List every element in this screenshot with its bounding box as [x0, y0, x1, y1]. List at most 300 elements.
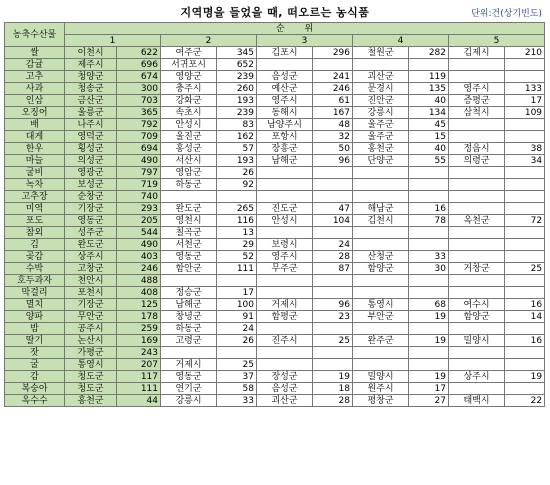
rank-3-region: 음성군: [257, 71, 313, 83]
row-category: 한우: [5, 143, 65, 155]
rank-1-count: 694: [117, 143, 161, 155]
rank-4-count: [409, 191, 449, 203]
rank-4-region: [353, 275, 409, 287]
row-category: 배: [5, 119, 65, 131]
table-row: [5, 155, 545, 167]
rank-3-count: 104: [313, 215, 353, 227]
rank-4-region: [353, 167, 409, 179]
rank-1-count: 300: [117, 83, 161, 95]
rank-5-region: [449, 203, 505, 215]
table-row: [5, 119, 545, 131]
rank-2-region: 완도군: [161, 203, 217, 215]
table-row: [5, 107, 545, 119]
rank-3-count: 47: [313, 203, 353, 215]
row-category: 대게: [5, 131, 65, 143]
rank-3-region: 무주군: [257, 263, 313, 275]
rank-4-count: 30: [409, 263, 449, 275]
table-body: [5, 47, 545, 407]
rank-2-count: 652: [217, 59, 257, 71]
rank-4-count: [409, 287, 449, 299]
table-row: [5, 359, 545, 371]
rank-3-region: [257, 287, 313, 299]
rank-3-region: 보령시: [257, 239, 313, 251]
rank-2-count: [217, 191, 257, 203]
rank-4-region: [353, 191, 409, 203]
table-row: [5, 287, 545, 299]
rank-4-region: 단양군: [353, 155, 409, 167]
rank-3-region: [257, 323, 313, 335]
rank-5-count: [505, 167, 545, 179]
rank-1-count: 293: [117, 203, 161, 215]
rank-4-count: 17: [409, 383, 449, 395]
rank-5-count: [505, 239, 545, 251]
rank-4-region: 문경시: [353, 83, 409, 95]
rank-1-region: 영덕군: [65, 131, 117, 143]
rank-5-count: 22: [505, 395, 545, 407]
row-category: 감귤: [5, 59, 65, 71]
rank-2-region: 서산시: [161, 155, 217, 167]
rank-5-count: 16: [505, 335, 545, 347]
table-row: [5, 71, 545, 83]
rank-3-region: 장성군: [257, 371, 313, 383]
rank-4-region: 울주군: [353, 131, 409, 143]
rank-1-region: 나주시: [65, 119, 117, 131]
rank-1-region: 울릉군: [65, 107, 117, 119]
rank-4-region: [353, 239, 409, 251]
rank-5-region: 김제시: [449, 47, 505, 59]
row-category: 감: [5, 371, 65, 383]
rank-1-count: 797: [117, 167, 161, 179]
rank-2-region: 홍성군: [161, 143, 217, 155]
rank-2-count: 26: [217, 167, 257, 179]
rank-3-count: 61: [313, 95, 353, 107]
rank-2-region: 정승군: [161, 287, 217, 299]
rank-2-region: 고령군: [161, 335, 217, 347]
rank-2-region: 안성시: [161, 119, 217, 131]
rank-2-region: 영동군: [161, 371, 217, 383]
rank-1-count: 674: [117, 71, 161, 83]
rank-3-count: 96: [313, 299, 353, 311]
rank-1-count: 259: [117, 323, 161, 335]
row-category: 인삼: [5, 95, 65, 107]
rank-2-count: 24: [217, 323, 257, 335]
rank-2-region: 함안군: [161, 263, 217, 275]
rank-5-region: 태백시: [449, 395, 505, 407]
row-category: 굴: [5, 359, 65, 371]
rank-1-count: 488: [117, 275, 161, 287]
rank-1-region: 제주시: [65, 59, 117, 71]
rank-1-count: 246: [117, 263, 161, 275]
rank-4-region: 김천시: [353, 215, 409, 227]
rank-1-region: 영광군: [65, 167, 117, 179]
rank-5-count: [505, 179, 545, 191]
rank-4-count: [409, 323, 449, 335]
rank-5-count: 25: [505, 263, 545, 275]
rank-3-count: [313, 227, 353, 239]
rank-1-count: 408: [117, 287, 161, 299]
rank-1-count: 719: [117, 179, 161, 191]
rank-3-count: [313, 287, 353, 299]
table-row: [5, 263, 545, 275]
rank-5-count: [505, 347, 545, 359]
rank-4-region: [353, 179, 409, 191]
rank-4-count: 119: [409, 71, 449, 83]
rank-4-count: 33: [409, 251, 449, 263]
rank-2-region: 여주군: [161, 47, 217, 59]
data-table: [4, 22, 545, 407]
table-row: [5, 323, 545, 335]
rank-3-region: [257, 347, 313, 359]
rank-4-region: 평창군: [353, 395, 409, 407]
rank-4-region: [353, 227, 409, 239]
rank-2-region: [161, 191, 217, 203]
rank-2-region: 연기군: [161, 383, 217, 395]
table-row: [5, 299, 545, 311]
row-category: 오징어: [5, 107, 65, 119]
rank-2-count: [217, 275, 257, 287]
rank-1-count: 44: [117, 395, 161, 407]
rank-1-count: 792: [117, 119, 161, 131]
rank-3-count: [313, 323, 353, 335]
row-category: 막걸리: [5, 287, 65, 299]
rank-3-count: [313, 191, 353, 203]
rank-2-count: 29: [217, 239, 257, 251]
rank-2-region: [161, 275, 217, 287]
rank-3-region: 포항시: [257, 131, 313, 143]
rank-4-region: 밀양시: [353, 371, 409, 383]
rank-4-region: 해남군: [353, 203, 409, 215]
rank-4-count: 40: [409, 143, 449, 155]
rank-3-region: [257, 59, 313, 71]
rank-5-count: [505, 383, 545, 395]
rank-4-count: [409, 239, 449, 251]
table-row: [5, 227, 545, 239]
rank-3-count: [313, 347, 353, 359]
rank-4-count: 78: [409, 215, 449, 227]
rank-1-count: 111: [117, 383, 161, 395]
rank-1-region: 논산시: [65, 335, 117, 347]
rank-2-count: 13: [217, 227, 257, 239]
rank-1-count: 125: [117, 299, 161, 311]
rank-4-count: 16: [409, 203, 449, 215]
rank-5-region: [449, 347, 505, 359]
row-category: 수박: [5, 263, 65, 275]
rank-5-count: [505, 287, 545, 299]
table-row: [5, 251, 545, 263]
rank-4-region: 울주군: [353, 119, 409, 131]
rank-5-region: [449, 119, 505, 131]
rank-5-count: [505, 191, 545, 203]
rank-5-region: [449, 131, 505, 143]
rank-5-count: 14: [505, 311, 545, 323]
table-row: [5, 95, 545, 107]
rank-2-count: 265: [217, 203, 257, 215]
rank-2-count: 345: [217, 47, 257, 59]
rank-1-region: 고창군: [65, 263, 117, 275]
rank-5-region: [449, 167, 505, 179]
rank-3-count: [313, 179, 353, 191]
rank-2-region: 남해군: [161, 299, 217, 311]
header-rank-1: 1: [65, 35, 161, 47]
row-category: 호두과자: [5, 275, 65, 287]
rank-5-region: 삼척시: [449, 107, 505, 119]
header-rank-5: 5: [449, 35, 545, 47]
rank-5-region: [449, 227, 505, 239]
rank-3-count: 18: [313, 383, 353, 395]
row-category: 참외: [5, 227, 65, 239]
rank-5-region: [449, 251, 505, 263]
rank-5-count: [505, 323, 545, 335]
rank-1-region: 포천시: [65, 287, 117, 299]
rank-4-region: 진안군: [353, 95, 409, 107]
rank-3-count: 24: [313, 239, 353, 251]
rank-5-region: 증평군: [449, 95, 505, 107]
rank-5-region: [449, 239, 505, 251]
rank-1-region: 순창군: [65, 191, 117, 203]
rank-3-count: 19: [313, 371, 353, 383]
table-row: [5, 383, 545, 395]
rank-3-region: 김포시: [257, 47, 313, 59]
rank-5-region: [449, 275, 505, 287]
rank-3-count: 32: [313, 131, 353, 143]
rank-3-region: 음성군: [257, 383, 313, 395]
rank-1-region: 이천시: [65, 47, 117, 59]
rank-2-count: 33: [217, 395, 257, 407]
table-row: [5, 47, 545, 59]
rank-3-count: 50: [313, 143, 353, 155]
rank-2-count: 37: [217, 371, 257, 383]
rank-5-count: [505, 131, 545, 143]
header-rank: 순위: [65, 23, 545, 35]
rank-3-region: [257, 227, 313, 239]
rank-5-region: 정읍시: [449, 143, 505, 155]
header-rank-4: 4: [353, 35, 449, 47]
rank-5-count: 16: [505, 299, 545, 311]
rank-4-region: 산청군: [353, 251, 409, 263]
rank-4-count: 45: [409, 119, 449, 131]
rank-5-region: [449, 191, 505, 203]
rank-1-count: 365: [117, 107, 161, 119]
rank-5-region: 의령군: [449, 155, 505, 167]
rank-3-region: 영주시: [257, 95, 313, 107]
row-category: 옥수수: [5, 395, 65, 407]
rank-2-count: 260: [217, 83, 257, 95]
rank-1-count: 117: [117, 371, 161, 383]
rank-4-region: 완주군: [353, 335, 409, 347]
rank-5-count: [505, 203, 545, 215]
rank-4-count: 68: [409, 299, 449, 311]
rank-2-region: 창녕군: [161, 311, 217, 323]
rank-1-region: 무안군: [65, 311, 117, 323]
rank-1-count: 709: [117, 131, 161, 143]
rank-2-region: 강화군: [161, 95, 217, 107]
rank-1-region: 기장군: [65, 299, 117, 311]
rank-2-region: 속초시: [161, 107, 217, 119]
rank-4-region: 괴산군: [353, 71, 409, 83]
rank-3-count: 96: [313, 155, 353, 167]
rank-3-count: 25: [313, 335, 353, 347]
rank-5-count: [505, 275, 545, 287]
row-category: 잣: [5, 347, 65, 359]
rank-2-count: 91: [217, 311, 257, 323]
row-category: 포도: [5, 215, 65, 227]
rank-2-region: 강릉시: [161, 395, 217, 407]
row-category: 마늘: [5, 155, 65, 167]
rank-2-count: 92: [217, 179, 257, 191]
rank-1-count: 178: [117, 311, 161, 323]
rank-2-count: 57: [217, 143, 257, 155]
rank-1-region: 천안시: [65, 275, 117, 287]
rank-1-count: 169: [117, 335, 161, 347]
table-row: [5, 395, 545, 407]
rank-1-region: 공주시: [65, 323, 117, 335]
rank-3-region: [257, 191, 313, 203]
rank-4-count: 19: [409, 335, 449, 347]
rank-2-region: 서천군: [161, 239, 217, 251]
rank-1-count: 205: [117, 215, 161, 227]
rank-1-region: 홍천군: [65, 395, 117, 407]
rank-4-count: 15: [409, 131, 449, 143]
rank-3-count: [313, 167, 353, 179]
table-row: [5, 83, 545, 95]
rank-5-region: 옥천군: [449, 215, 505, 227]
rank-1-region: 완도군: [65, 239, 117, 251]
row-category: 사과: [5, 83, 65, 95]
row-category: 고추장: [5, 191, 65, 203]
rank-4-region: 강릉시: [353, 107, 409, 119]
rank-4-region: 홍천군: [353, 143, 409, 155]
rank-1-region: 상주시: [65, 251, 117, 263]
rank-4-count: [409, 167, 449, 179]
rank-3-region: [257, 359, 313, 371]
rank-5-count: 34: [505, 155, 545, 167]
row-category: 녹차: [5, 179, 65, 191]
rank-2-count: 193: [217, 155, 257, 167]
rank-3-count: 28: [313, 251, 353, 263]
rank-3-count: 87: [313, 263, 353, 275]
rank-5-region: [449, 359, 505, 371]
rank-5-region: 영주시: [449, 83, 505, 95]
rank-2-count: 111: [217, 263, 257, 275]
rank-5-count: [505, 251, 545, 263]
rank-3-region: 안성시: [257, 215, 313, 227]
rank-4-region: [353, 59, 409, 71]
row-category: 멸치: [5, 299, 65, 311]
rank-1-region: 횡성군: [65, 143, 117, 155]
rank-3-count: 296: [313, 47, 353, 59]
rank-5-count: [505, 227, 545, 239]
table-row: [5, 191, 545, 203]
rank-3-region: 장흥군: [257, 143, 313, 155]
rank-1-region: 기장군: [65, 203, 117, 215]
rank-4-region: 통영시: [353, 299, 409, 311]
rank-5-count: 210: [505, 47, 545, 59]
table-row: [5, 239, 545, 251]
rank-3-count: [313, 275, 353, 287]
rank-2-count: 239: [217, 107, 257, 119]
rank-5-count: 133: [505, 83, 545, 95]
rank-2-region: 영암군: [161, 167, 217, 179]
row-category: 미역: [5, 203, 65, 215]
rank-5-region: 밀양시: [449, 335, 505, 347]
rank-3-region: 남해군: [257, 155, 313, 167]
row-category: 곶감: [5, 251, 65, 263]
header-rank-2: 2: [161, 35, 257, 47]
row-category: 김: [5, 239, 65, 251]
rank-2-region: 영천시: [161, 215, 217, 227]
rank-4-count: [409, 227, 449, 239]
rank-4-count: [409, 275, 449, 287]
table-row: [5, 311, 545, 323]
rank-2-region: 울진군: [161, 131, 217, 143]
rank-5-count: 38: [505, 143, 545, 155]
row-category: 밤: [5, 323, 65, 335]
rank-1-region: 성주군: [65, 227, 117, 239]
rank-4-count: [409, 347, 449, 359]
rank-2-count: 26: [217, 335, 257, 347]
rank-2-count: 162: [217, 131, 257, 143]
rank-2-region: 충주시: [161, 83, 217, 95]
rank-3-region: [257, 179, 313, 191]
rank-5-region: 거창군: [449, 263, 505, 275]
rank-5-region: 여수시: [449, 299, 505, 311]
rank-3-count: 167: [313, 107, 353, 119]
rank-3-count: [313, 59, 353, 71]
rank-4-count: 40: [409, 95, 449, 107]
rank-2-count: 239: [217, 71, 257, 83]
rank-1-region: 가평군: [65, 347, 117, 359]
rank-2-count: 83: [217, 119, 257, 131]
rank-3-region: 동해시: [257, 107, 313, 119]
rank-4-region: [353, 359, 409, 371]
rank-4-count: 55: [409, 155, 449, 167]
rank-1-count: 403: [117, 251, 161, 263]
rank-4-region: 원주시: [353, 383, 409, 395]
rank-1-count: 490: [117, 239, 161, 251]
rank-2-region: 하동군: [161, 179, 217, 191]
rank-3-region: [257, 275, 313, 287]
rank-4-count: 282: [409, 47, 449, 59]
rank-1-count: 740: [117, 191, 161, 203]
rank-3-region: 진도군: [257, 203, 313, 215]
rank-5-count: 17: [505, 95, 545, 107]
header-rank-3: 3: [257, 35, 353, 47]
rank-2-region: [161, 347, 217, 359]
rank-1-count: 696: [117, 59, 161, 71]
table-row: [5, 179, 545, 191]
rank-2-region: 서귀포시: [161, 59, 217, 71]
rank-5-region: [449, 383, 505, 395]
rank-2-region: 하동군: [161, 323, 217, 335]
rank-1-region: 청도군: [65, 383, 117, 395]
rank-4-region: [353, 287, 409, 299]
rank-4-region: [353, 323, 409, 335]
rank-5-region: 함양군: [449, 311, 505, 323]
table-row: [5, 167, 545, 179]
rank-1-count: 544: [117, 227, 161, 239]
rank-2-count: 17: [217, 287, 257, 299]
rank-4-region: [353, 347, 409, 359]
table-row: [5, 215, 545, 227]
rank-1-count: 207: [117, 359, 161, 371]
table-row: [5, 143, 545, 155]
rank-5-region: [449, 179, 505, 191]
row-category: 딸기: [5, 335, 65, 347]
rank-5-count: 19: [505, 371, 545, 383]
table-row: [5, 335, 545, 347]
rank-2-count: 116: [217, 215, 257, 227]
rank-4-count: 134: [409, 107, 449, 119]
